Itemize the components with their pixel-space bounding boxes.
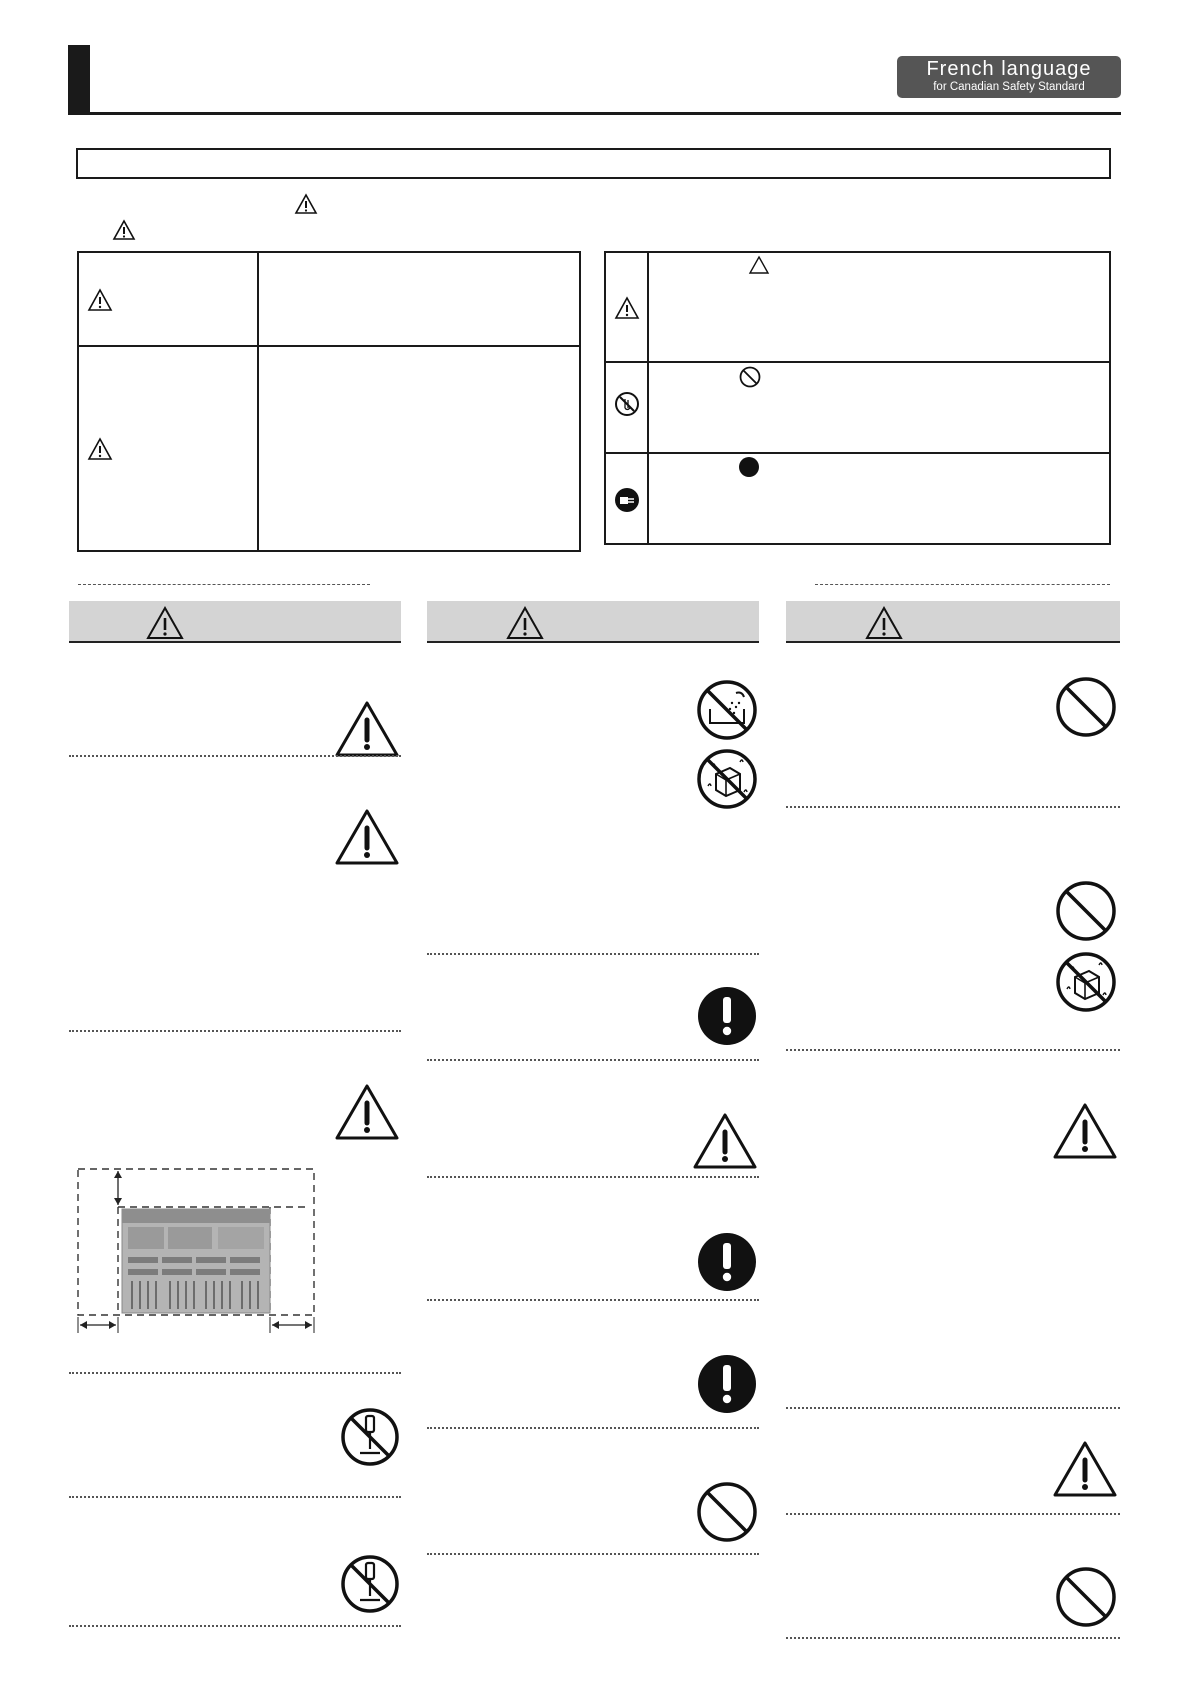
mandatory-exclamation-icon <box>696 1353 758 1415</box>
warning-triangle-icon <box>865 606 903 640</box>
section-title-box <box>76 148 1111 179</box>
table-divider <box>604 452 1111 454</box>
header-rule <box>68 112 1121 115</box>
warning-triangle-icon <box>146 606 184 640</box>
warning-triangle-icon <box>506 606 544 640</box>
prohibited-circle-icon <box>1055 1566 1117 1628</box>
no-touch-icon <box>614 391 640 417</box>
dashed-separator <box>815 584 1110 585</box>
table-divider <box>77 345 581 347</box>
item-divider <box>69 1030 401 1032</box>
column-header-warning <box>427 601 759 643</box>
warning-triangle-icon <box>334 808 400 866</box>
prohibited-circle-icon <box>696 1481 758 1543</box>
warning-triangle-icon <box>112 219 136 241</box>
item-divider <box>427 1176 759 1178</box>
item-divider <box>786 1407 1120 1409</box>
no-wet-location-icon <box>696 748 758 810</box>
no-disassemble-icon <box>340 1554 400 1614</box>
item-divider <box>427 1553 759 1555</box>
warning-triangle-icon <box>294 193 318 215</box>
unplug-icon <box>614 487 640 513</box>
warning-triangle-icon <box>692 1112 758 1170</box>
item-divider <box>69 1372 401 1374</box>
warning-triangle-icon <box>1052 1102 1118 1160</box>
warning-triangle-icon <box>334 700 400 758</box>
dashed-separator <box>78 584 370 585</box>
item-divider <box>69 1496 401 1498</box>
no-wet-location-icon <box>1055 951 1117 1013</box>
filled-circle-icon <box>738 456 760 478</box>
language-subtitle: for Canadian Safety Standard <box>933 81 1085 93</box>
item-divider <box>427 1299 759 1301</box>
item-divider <box>786 1513 1120 1515</box>
prohibited-circle-icon <box>1055 880 1117 942</box>
triangle-outline-icon <box>748 255 770 275</box>
symbol-legend-table <box>604 251 1111 545</box>
warning-triangle-icon <box>87 437 113 461</box>
signal-word-table <box>77 251 581 552</box>
warning-triangle-icon <box>87 288 113 312</box>
prohibited-circle-icon <box>1055 676 1117 738</box>
warning-triangle-icon <box>1052 1440 1118 1498</box>
warning-triangle-icon <box>334 1083 400 1141</box>
table-divider <box>257 251 259 552</box>
mandatory-exclamation-icon <box>696 1231 758 1293</box>
warning-triangle-icon <box>614 296 640 320</box>
no-water-icon <box>696 679 758 741</box>
mandatory-exclamation-icon <box>696 985 758 1047</box>
item-divider <box>427 953 759 955</box>
prohibited-circle-icon <box>738 365 762 389</box>
installation-clearance-diagram <box>74 1165 320 1337</box>
language-badge <box>897 56 1121 98</box>
table-divider <box>604 361 1111 363</box>
item-divider <box>427 1059 759 1061</box>
item-divider <box>786 806 1120 808</box>
item-divider <box>69 1625 401 1627</box>
item-divider <box>69 755 401 757</box>
column-header-warning <box>786 601 1120 643</box>
language-title: French language <box>926 58 1092 80</box>
column-header-warning <box>69 601 401 643</box>
item-divider <box>786 1637 1120 1639</box>
item-divider <box>786 1049 1120 1051</box>
table-divider <box>647 251 649 545</box>
header-accent-bar <box>68 45 90 115</box>
item-divider <box>427 1427 759 1429</box>
no-disassemble-icon <box>340 1407 400 1467</box>
